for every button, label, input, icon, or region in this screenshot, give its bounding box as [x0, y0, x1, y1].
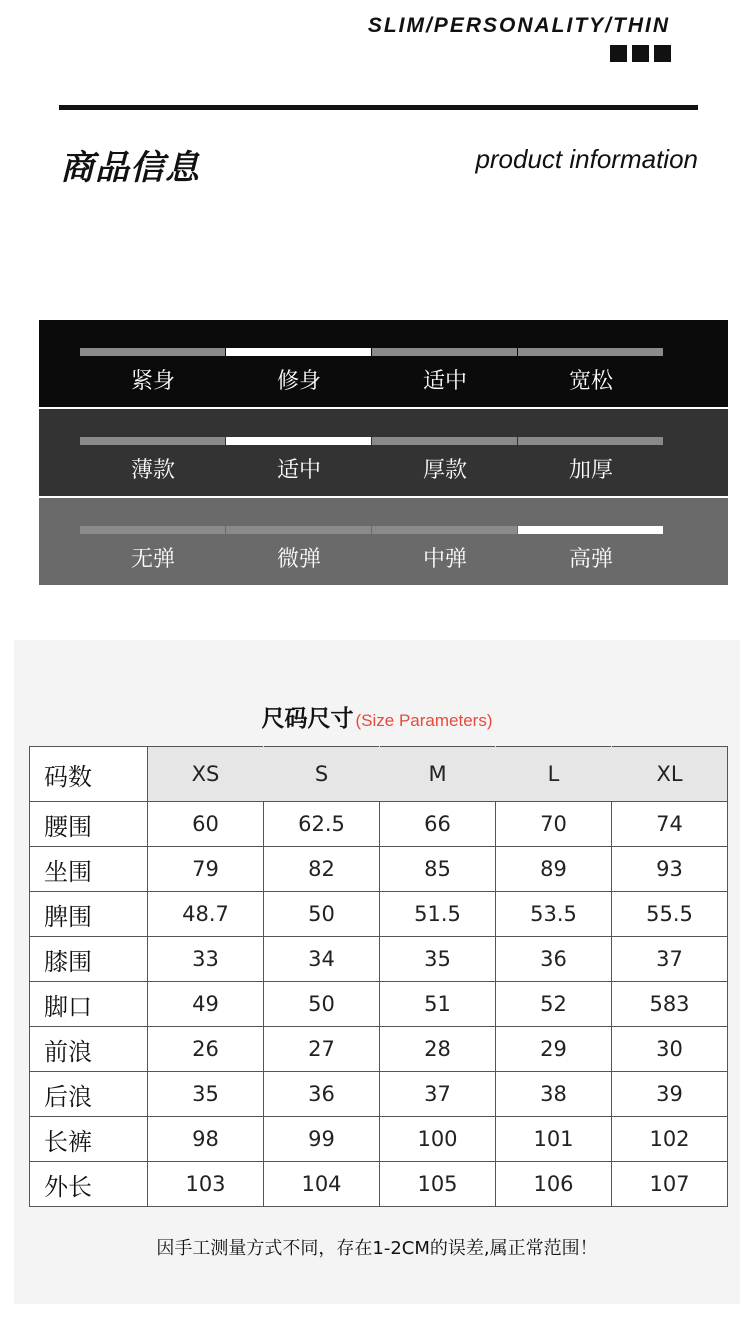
header-divider [59, 105, 698, 110]
elasticity-option-label: 中弹 [422, 547, 467, 572]
table-cell: 55.5 [612, 892, 728, 937]
table-cell: 104 [264, 1162, 380, 1207]
table-cell: 98 [148, 1117, 264, 1162]
fit-bar-3 [518, 348, 663, 356]
size-header: XS [148, 747, 264, 802]
table-cell: 28 [380, 1027, 496, 1072]
table-cell: 33 [148, 937, 264, 982]
size-header: S [264, 747, 380, 802]
elasticity-bar-2 [372, 526, 517, 534]
table-row [30, 937, 728, 982]
decorative-squares [610, 45, 671, 62]
measure-label: 前浪 [30, 1027, 148, 1072]
size-header: L [496, 747, 612, 802]
table-row [30, 802, 728, 847]
section-title-cn: 商品信息 [60, 148, 200, 188]
table-cell: 101 [496, 1117, 612, 1162]
table-cell: 29 [496, 1027, 612, 1072]
table-cell: 35 [148, 1072, 264, 1117]
fit-option-label: 适中 [422, 369, 467, 394]
elasticity-bar-0 [80, 526, 225, 534]
table-row [30, 1072, 728, 1117]
table-cell: 50 [264, 892, 380, 937]
thickness-option-label: 适中 [276, 458, 321, 483]
elasticity-band [39, 498, 728, 585]
table-cell: 49 [148, 982, 264, 1027]
table-cell: 38 [496, 1072, 612, 1117]
thickness-band [39, 409, 728, 496]
table-row [30, 847, 728, 892]
size-header: XL [612, 747, 728, 802]
size-chart-title [14, 700, 740, 733]
measure-label: 长裤 [30, 1117, 148, 1162]
fit-option-label: 修身 [276, 369, 321, 394]
section-title-en: product information [475, 144, 698, 174]
size-chart-title-en: (Size Parameters) [355, 711, 493, 730]
table-cell: 99 [264, 1117, 380, 1162]
size-header: M [380, 747, 496, 802]
table-cell: 35 [380, 937, 496, 982]
square-icon [654, 45, 671, 62]
table-cell: 26 [148, 1027, 264, 1072]
thickness-bar-3 [518, 437, 663, 445]
table-cell: 82 [264, 847, 380, 892]
table-cell: 39 [612, 1072, 728, 1117]
table-cell: 60 [148, 802, 264, 847]
table-cell: 53.5 [496, 892, 612, 937]
table-cell: 51.5 [380, 892, 496, 937]
fit-bar-2 [372, 348, 517, 356]
table-cell: 34 [264, 937, 380, 982]
table-cell: 30 [612, 1027, 728, 1072]
table-cell: 100 [380, 1117, 496, 1162]
table-row [30, 892, 728, 937]
table-row [30, 1117, 728, 1162]
table-cell: 89 [496, 847, 612, 892]
table-header-row [30, 747, 728, 802]
table-cell: 70 [496, 802, 612, 847]
fit-bar-1 [226, 348, 371, 356]
fit-bar-0 [80, 348, 225, 356]
fit-band [39, 320, 728, 407]
thickness-option-label: 加厚 [568, 458, 613, 483]
table-cell: 93 [612, 847, 728, 892]
table-row [30, 1027, 728, 1072]
table-row [30, 982, 728, 1027]
corner-cell: 码数 [30, 747, 148, 802]
table-row [30, 1162, 728, 1207]
measure-label: 后浪 [30, 1072, 148, 1117]
table-cell: 37 [380, 1072, 496, 1117]
elasticity-bar-3 [518, 526, 663, 534]
thickness-option-label: 薄款 [130, 458, 175, 483]
table-cell: 66 [380, 802, 496, 847]
table-cell: 79 [148, 847, 264, 892]
elasticity-option-label: 微弹 [276, 547, 321, 572]
table-cell: 52 [496, 982, 612, 1027]
table-cell: 85 [380, 847, 496, 892]
elasticity-option-label: 高弹 [568, 547, 613, 572]
size-chart-panel [14, 640, 740, 1304]
table-cell: 51 [380, 982, 496, 1027]
square-icon [610, 45, 627, 62]
table-cell: 107 [612, 1162, 728, 1207]
table-cell: 74 [612, 802, 728, 847]
thickness-bar-2 [372, 437, 517, 445]
table-cell: 62.5 [264, 802, 380, 847]
square-icon [632, 45, 649, 62]
size-chart-title-cn: 尺码尺寸 [261, 706, 354, 732]
thickness-bar-1 [226, 437, 371, 445]
fit-option-label: 宽松 [568, 369, 613, 394]
fit-option-label: 紧身 [130, 369, 175, 394]
tagline: SLIM/PERSONALITY/THIN [367, 14, 670, 37]
table-cell: 103 [148, 1162, 264, 1207]
elasticity-bar-1 [226, 526, 371, 534]
table-cell: 105 [380, 1162, 496, 1207]
measure-label: 膝围 [30, 937, 148, 982]
table-cell: 36 [264, 1072, 380, 1117]
measure-label: 脚口 [30, 982, 148, 1027]
measure-label: 坐围 [30, 847, 148, 892]
table-cell: 37 [612, 937, 728, 982]
measurement-note: 因手工测量方式不同，存在1-2CM的误差,属正常范围！ [156, 1238, 598, 1259]
measure-label: 腰围 [30, 802, 148, 847]
table-cell: 583 [612, 982, 728, 1027]
table-cell: 36 [496, 937, 612, 982]
measure-label: 外长 [30, 1162, 148, 1207]
table-cell: 27 [264, 1027, 380, 1072]
table-cell: 102 [612, 1117, 728, 1162]
size-table [29, 746, 728, 1207]
thickness-bar-0 [80, 437, 225, 445]
elasticity-option-label: 无弹 [130, 547, 175, 572]
table-cell: 106 [496, 1162, 612, 1207]
table-cell: 50 [264, 982, 380, 1027]
measure-label: 脾围 [30, 892, 148, 937]
table-cell: 48.7 [148, 892, 264, 937]
thickness-option-label: 厚款 [422, 458, 467, 483]
